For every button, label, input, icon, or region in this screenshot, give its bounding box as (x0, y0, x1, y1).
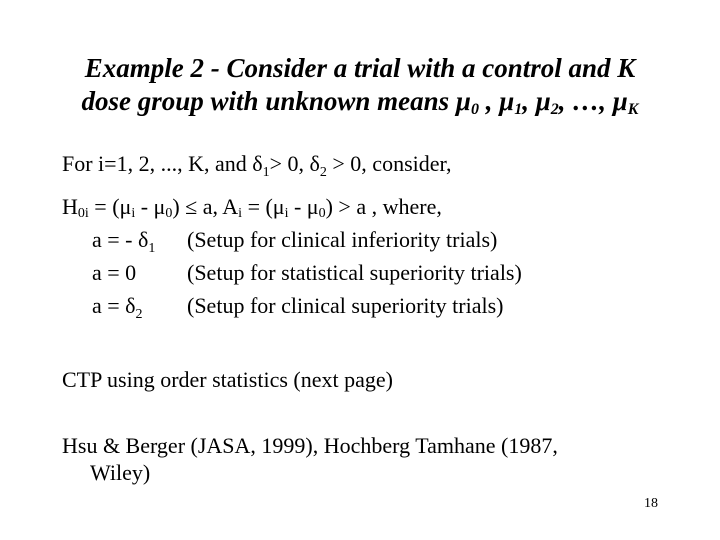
hyp-gt: ) > a , where, (325, 194, 442, 219)
page-number: 18 (644, 496, 658, 511)
ctp-line: CTP using order statistics (next page) (62, 367, 393, 392)
hyp-mu-i-subscript-2: i (284, 206, 289, 221)
hyp-h: H (62, 194, 78, 219)
mu-symbol: μ (612, 86, 628, 116)
mu-subscript-2: 2 (550, 101, 559, 118)
hyp-h-subscript: 0i (77, 206, 89, 221)
case-1-a: a = - δ (92, 227, 149, 252)
hyp-le: ) ≤ a, A (172, 194, 239, 219)
reference-line-2: Wiley) (90, 460, 151, 485)
title-line-1: Example 2 - Consider a trial with a control and K (84, 53, 636, 83)
case-3-desc: (Setup for clinical superiority trials) (187, 293, 504, 318)
case-row-3 (92, 292, 504, 322)
mu-subscript-1: 1 (514, 101, 523, 118)
condition-text-end: > 0, consider, (326, 151, 452, 176)
title-sep: , (478, 86, 500, 116)
hyp-eq-2: = (μ (242, 194, 285, 219)
case-1-desc: (Setup for clinical inferiority trials) (187, 227, 498, 252)
title-sep: , …, (558, 86, 613, 116)
hyp-eq: = (μ (88, 194, 132, 219)
hyp-mu-i-subscript: i (131, 206, 136, 221)
mu-subscript-0: 0 (470, 101, 479, 118)
case-row-2 (92, 259, 522, 286)
case-1-value (92, 226, 187, 256)
mu-symbol: μ (499, 86, 515, 116)
slide-title (0, 52, 720, 118)
hyp-minus: - μ (135, 194, 166, 219)
case-row-1 (92, 226, 498, 256)
case-1-subscript: 1 (148, 241, 156, 256)
condition-text-mid: > 0, δ (269, 151, 320, 176)
condition-line (62, 150, 452, 180)
mu-subscript-k: K (627, 101, 639, 118)
delta-subscript-1: 1 (262, 165, 270, 180)
title-sep: , (522, 86, 536, 116)
case-2-desc: (Setup for statistical superiority trials) (187, 260, 522, 285)
case-2-value: a = 0 (92, 260, 137, 285)
case-3-value (92, 292, 187, 322)
condition-text: For i=1, 2, ..., K, and δ (62, 151, 263, 176)
hyp-minus-2: - μ (288, 194, 319, 219)
mu-symbol: μ (455, 86, 471, 116)
reference-line-1: Hsu & Berger (JASA, 1999), Hochberg Tamhane (1987, (62, 433, 558, 458)
case-3-subscript: 2 (135, 307, 143, 322)
delta-subscript-2: 2 (319, 165, 327, 180)
hyp-mu-0-subscript: 0 (165, 206, 173, 221)
hyp-a-subscript: i (238, 206, 243, 221)
title-line-2 (0, 85, 720, 118)
mu-symbol: μ (535, 86, 551, 116)
case-3-a: a = δ (92, 293, 136, 318)
hypothesis-line (62, 193, 442, 220)
title-line-2-prefix: dose group with unknown means (81, 86, 456, 116)
hyp-mu-0-subscript-2: 0 (318, 206, 326, 221)
